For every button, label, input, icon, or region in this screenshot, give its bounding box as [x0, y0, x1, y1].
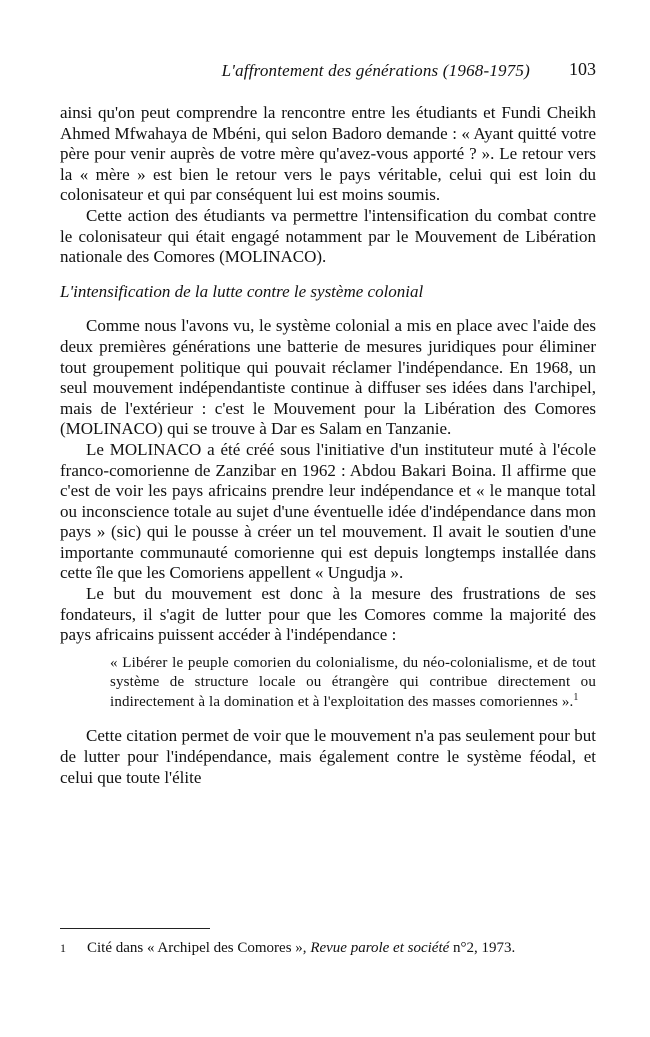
- page-number: 103: [569, 59, 596, 79]
- footnote-number: 1: [60, 941, 66, 955]
- footnote-journal-title: Revue parole et société: [310, 940, 450, 956]
- paragraph-2: Cette action des étudiants va permettre l'intensification du combat contre le colonisateur qui était engagé notamment par le Mouvement de Libération nationale des Comores (MOLINACO).: [60, 205, 596, 267]
- paragraph-6: Cette citation permet de voir que le mouvement n'a pas seulement pour but de lutter pour l'indépendance, mais également contre le système féodal, et celui que toute l'élite: [60, 726, 596, 787]
- footnote-text-after: n°2, 1973.: [453, 940, 516, 956]
- main-text: [60, 103, 596, 788]
- footnote-divider: [60, 928, 210, 929]
- page-header: [60, 59, 596, 83]
- running-title: L'affrontement des générations (1968-1975): [221, 61, 530, 80]
- paragraph-4: Le MOLINACO a été créé sous l'initiative d'un instituteur muté à l'école franco-comorienne de Zanzibar en 1962 : Abdou Bakari Boina. Il affirme que c'est de voir les pays africains prendre leur indépendance et « le manque total ou inconscience totale au sujet d'une éventuelle idée d'indépendance dans mon pays » (sic) qui le pousse à créer un tel mouvement. Il avait le soutien d'une importante communauté comorienne qui est depuis longtemps installée dans cette île que les Comoriens appellent « Ungudja ».: [60, 439, 596, 583]
- footnote: [60, 939, 596, 958]
- footnote-text: [87, 939, 596, 958]
- footnote-text-before: Cité dans « Archipel des Comores »,: [87, 940, 307, 956]
- block-quote: [110, 654, 596, 713]
- footnote-reference: 1: [573, 691, 579, 703]
- paragraph-1: ainsi qu'on peut comprendre la rencontre entre les étudiants et Fundi Cheikh Ahmed Mfwahaya de Mbéni, qui selon Badoro demande : « Ayant quitté votre père pour venir auprès de votre mère qu'avez-vous apporté ? ». Le retour vers la « mère » est bien le retour vers le pays véritable, celui qui est loin du colonisateur et qui par conséquent lui est moins soumis.: [60, 103, 596, 205]
- section-subheading: L'intensification de la lutte contre le système colonial: [60, 281, 424, 301]
- paragraph-5: Le but du mouvement est donc à la mesure des frustrations de ses fondateurs, il s'agit de lutter pour que les Comores comme la majorité des pays africains puissent accéder à l'indépendance :: [60, 584, 596, 645]
- paragraph-3: Comme nous l'avons vu, le système colonial a mis en place avec l'aide des deux premières générations une batterie de mesures juridiques pour éliminer tout groupement politique qui pouvait réclamer l'indépendance. En 1968, un seul mouvement indépendantiste continue à diffuser ses idées dans l'archipel, mais de l'extérieur : c'est le Mouvement pour la Libération des Comores (MOLINACO) qui se trouve à Dar es Salam en Tanzanie.: [60, 316, 596, 439]
- quote-text: « Libérer le peuple comorien du colonialisme, du néo-colonialisme, et de tout système de structure locale ou étrangère qui contribue directement ou indirectement à la domination et à l'exploitation des masses comoriennes ».: [110, 654, 596, 710]
